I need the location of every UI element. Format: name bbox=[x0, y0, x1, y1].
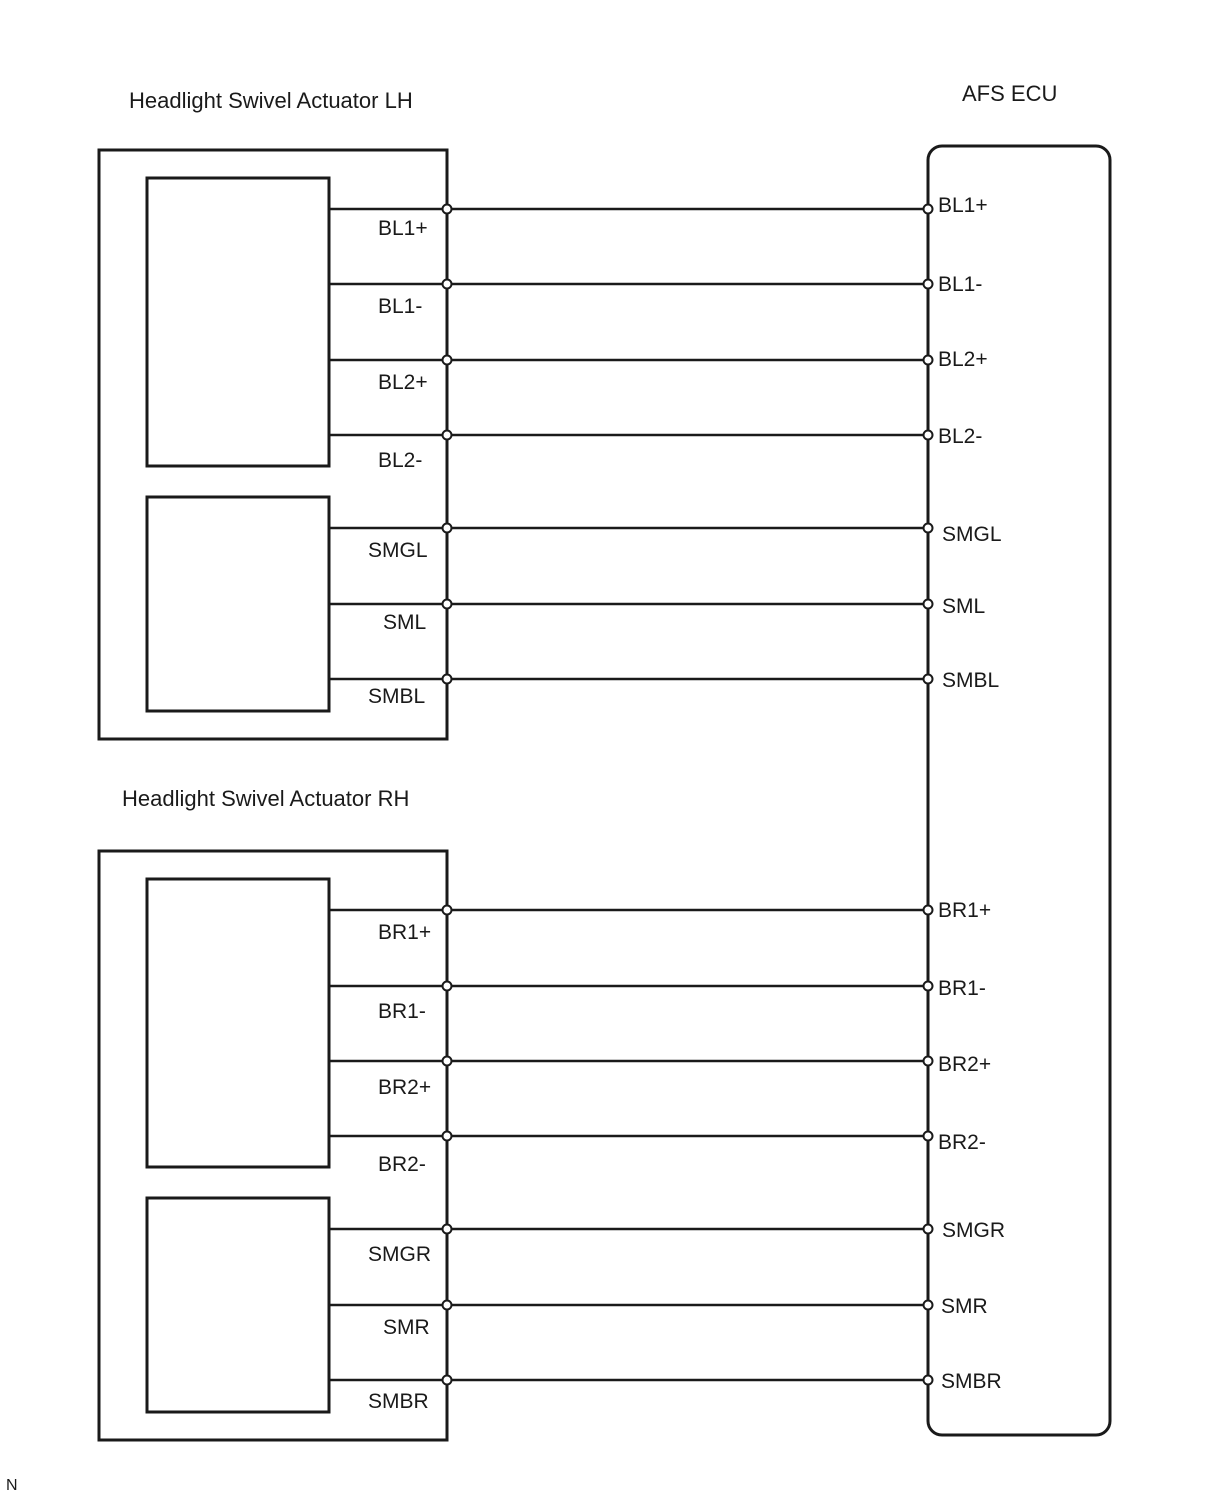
lh-actuator-pin-label: BL2- bbox=[378, 449, 423, 472]
rh-wire bbox=[329, 1131, 986, 1176]
ecu-pin-label: SMGL bbox=[942, 523, 1002, 546]
ecu-terminal bbox=[924, 1376, 933, 1385]
rh-actuator-terminal bbox=[443, 906, 452, 915]
ecu-pin-label: BR2+ bbox=[938, 1053, 992, 1076]
lh-actuator-terminal bbox=[443, 524, 452, 533]
rh-actuator-pin-label: SMGR bbox=[368, 1243, 431, 1266]
ecu-pin-label: BR1+ bbox=[938, 899, 992, 922]
rh-actuator-terminal bbox=[443, 1301, 452, 1310]
ecu-terminal bbox=[924, 1057, 933, 1066]
lh-wire bbox=[329, 425, 982, 472]
ecu-pin-label: SML bbox=[942, 595, 986, 618]
ecu-terminal bbox=[924, 906, 933, 915]
lh-wire bbox=[329, 523, 1002, 562]
lh-actuator-terminal bbox=[443, 356, 452, 365]
rh-actuator-title: Headlight Swivel Actuator RH bbox=[122, 786, 410, 811]
lh-wire bbox=[329, 669, 999, 708]
rh-swivel-motor-block bbox=[147, 879, 329, 1167]
rh-wire bbox=[329, 1295, 988, 1339]
ecu-pin-label: SMR bbox=[941, 1295, 988, 1318]
ecu-terminal bbox=[924, 600, 933, 609]
rh-actuator-pin-label: BR2+ bbox=[378, 1076, 432, 1099]
rh-wire bbox=[329, 977, 986, 1023]
ecu-terminal bbox=[924, 280, 933, 289]
ecu-terminal bbox=[924, 205, 933, 214]
ecu-terminal bbox=[924, 524, 933, 533]
lh-actuator-terminal bbox=[443, 205, 452, 214]
rh-actuator-pin-label: SMBR bbox=[368, 1390, 429, 1413]
lh-actuator-terminal bbox=[443, 431, 452, 440]
rh-actuator-terminal bbox=[443, 1225, 452, 1234]
ecu-pin-label: BL1+ bbox=[938, 194, 988, 217]
lh-actuator-pin-label: SMGL bbox=[368, 539, 428, 562]
rh-actuator-terminal bbox=[443, 1057, 452, 1066]
ecu-terminal bbox=[924, 675, 933, 684]
ecu-terminal bbox=[924, 1132, 933, 1141]
rh-actuator-terminal bbox=[443, 1376, 452, 1385]
lh-actuator-terminal bbox=[443, 600, 452, 609]
ecu-terminal bbox=[924, 982, 933, 991]
rh-actuator-pin-label: BR1+ bbox=[378, 921, 432, 944]
lh-actuator-pin-label: BL1+ bbox=[378, 217, 428, 240]
lh-actuator-pin-label: SMBL bbox=[368, 685, 426, 708]
lh-actuator-pin-label: SML bbox=[383, 611, 427, 634]
lh-wire bbox=[329, 595, 985, 634]
rh-actuator-terminal bbox=[443, 982, 452, 991]
lh-actuator-terminal bbox=[443, 280, 452, 289]
ecu-pin-label: BR2- bbox=[938, 1131, 986, 1154]
lh-wire bbox=[329, 273, 982, 318]
lh-actuator-terminal bbox=[443, 675, 452, 684]
ecu-terminal bbox=[924, 431, 933, 440]
ecu-terminal bbox=[924, 1225, 933, 1234]
ecu-pin-label: SMBR bbox=[941, 1370, 1002, 1393]
ecu-pin-label: BL1- bbox=[938, 273, 983, 296]
rh-actuator-pin-label: SMR bbox=[383, 1316, 430, 1339]
ecu-pin-label: BL2- bbox=[938, 425, 983, 448]
rh-actuator-pin-label: BR1- bbox=[378, 1000, 426, 1023]
lh-actuator-title: Headlight Swivel Actuator LH bbox=[129, 88, 413, 113]
rh-wire bbox=[329, 899, 991, 944]
ecu-terminal bbox=[924, 1301, 933, 1310]
ecu-pin-label: BR1- bbox=[938, 977, 986, 1000]
rh-sensor-block bbox=[147, 1198, 329, 1412]
rh-actuator-pin-label: BR2- bbox=[378, 1153, 426, 1176]
ecu-title: AFS ECU bbox=[962, 81, 1058, 106]
lh-wire bbox=[329, 194, 988, 240]
ecu-pin-label: BL2+ bbox=[938, 348, 988, 371]
rh-actuator-terminal bbox=[443, 1132, 452, 1141]
lh-sensor-block bbox=[147, 497, 329, 711]
corner-mark: N bbox=[6, 1477, 18, 1494]
lh-swivel-motor-block bbox=[147, 178, 329, 466]
ecu-pin-label: SMBL bbox=[942, 669, 1000, 692]
rh-wire bbox=[329, 1370, 1002, 1413]
lh-wire bbox=[329, 348, 988, 394]
lh-actuator-pin-label: BL1- bbox=[378, 295, 423, 318]
rh-wire bbox=[329, 1219, 1005, 1266]
ecu-terminal bbox=[924, 356, 933, 365]
rh-wire bbox=[329, 1053, 991, 1099]
lh-actuator-pin-label: BL2+ bbox=[378, 371, 428, 394]
ecu-pin-label: SMGR bbox=[942, 1219, 1005, 1242]
